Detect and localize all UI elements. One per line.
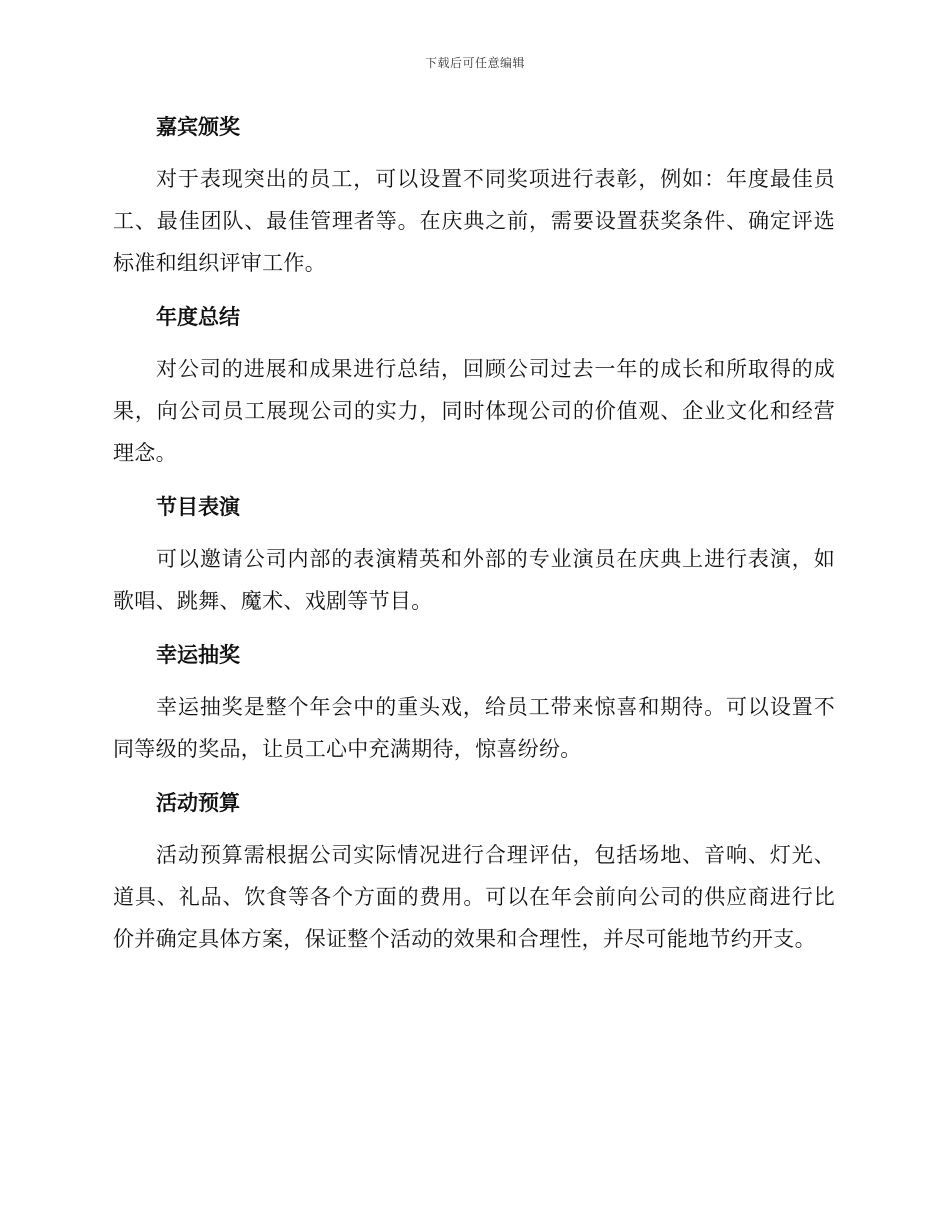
section-body-performance: 可以邀请公司内部的表演精英和外部的专业演员在庆典上进行表演，如歌唱、跳舞、魔术、戏剧等节目。: [113, 547, 835, 613]
section-heading-award: 嘉宾颁奖: [156, 115, 240, 139]
section-heading-lucky-draw: 幸运抽奖: [156, 643, 240, 667]
section-body-lucky-draw: 幸运抽奖是整个年会中的重头戏，给员工带来惊喜和期待。可以设置不同等级的奖品，让员工心中充满期待，惊喜纷纷。: [113, 695, 835, 761]
document-content: [113, 108, 835, 974]
section-body-award: 对于表现突出的员工，可以设置不同奖项进行表彰，例如：年度最佳员工、最佳团队、最佳管理者等。在庆典之前，需要设置获奖条件、确定评选标准和组织评审工作。: [113, 167, 835, 275]
section-heading-performance: 节目表演: [156, 495, 240, 519]
section-body-annual-summary: 对公司的进展和成果进行总结，回顾公司过去一年的成长和所取得的成果，向公司员工展现公司的实力，同时体现公司的价值观、企业文化和经营理念。: [113, 357, 835, 465]
section-body-budget: 活动预算需根据公司实际情况进行合理评估，包括场地、音响、灯光、道具、礼品、饮食等各个方面的费用。可以在年会前向公司的供应商进行比价并确定具体方案，保证整个活动的效果和合理性，并尽可能地节约开支。: [113, 843, 835, 951]
header-note: 下载后可任意编辑: [424, 56, 525, 70]
section-heading-annual-summary: 年度总结: [156, 305, 240, 329]
section-heading-budget: 活动预算: [156, 791, 240, 815]
